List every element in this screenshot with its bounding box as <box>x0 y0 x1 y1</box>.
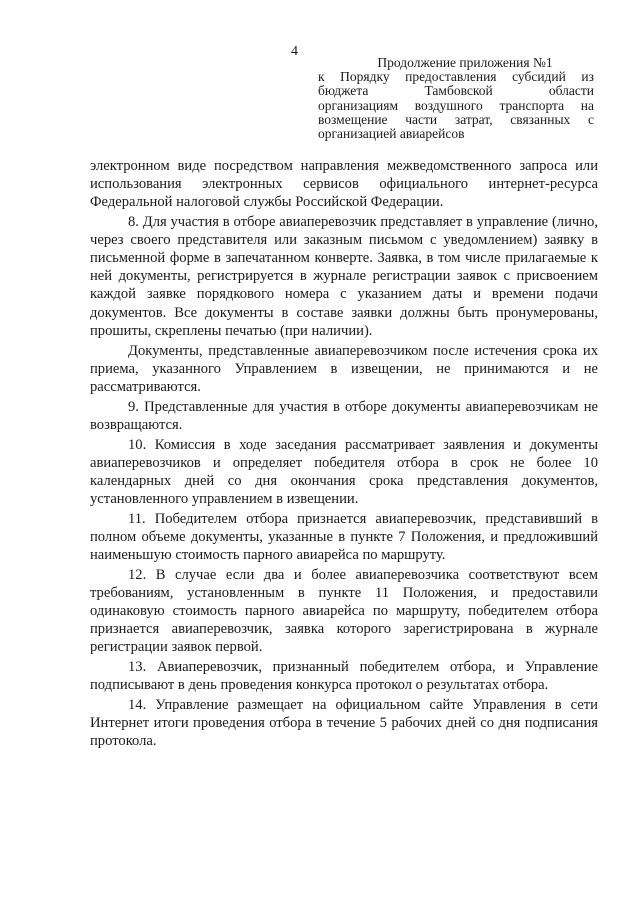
document-body <box>90 157 598 752</box>
appendix-line: возмещение части затрат, связанных с <box>318 111 594 127</box>
appendix-header <box>318 56 594 141</box>
paragraph-continuation: электронном виде посредством направления межведомственного запроса или использования электронных сервисов официального интернет-ресурса Федеральной налоговой службы Российской Федерации. <box>90 158 598 211</box>
appendix-line: организацией авиарейсов <box>318 126 465 142</box>
paragraph-late-documents: Документы, представленные авиаперевозчиком после истечения срока их приема, указанного Управлением в извещении, не принимаются и не рассматриваются. <box>90 342 598 395</box>
page-number: 4 <box>291 44 298 59</box>
paragraph-item-8: 8. Для участия в отборе авиаперевозчик представляет в управление (лично, через своего представителя или заказным письмом с уведомлением) заявку в письменной форме в запечатанном конверте. Заявка, в том числе прилагаемые к ней документы, регистрируется в журнале регистрации заявок с присвоением каждой заявке порядкового номера с указанием даты и времени подачи документов. Все документы в составе заявки должны быть пронумерованы, прошиты, скреплены печатью (при наличии). <box>90 214 598 339</box>
paragraph-item-11: 11. Победителем отбора признается авиаперевозчик, представивший в полном объеме документы, указанные в пункте 7 Положения, и предложивший наименьшую стоимость парного авиарейса по маршруту. <box>90 510 598 563</box>
paragraph-item-14: 14. Управление размещает на официальном сайте Управления в сети Интернет итоги проведения отбора в течение 5 рабочих дней со дня подписания протокола. <box>90 697 598 750</box>
appendix-line: организациям воздушного транспорта на <box>318 97 594 113</box>
paragraph-item-9: 9. Представленные для участия в отборе документы авиаперевозчикам не возвращаются. <box>90 398 598 433</box>
appendix-line: бюджета Тамбовской области <box>318 83 594 99</box>
paragraph-item-13: 13. Авиаперевозчик, признанный победителем отбора, и Управление подписывают в день проведения конкурса протокол о результатах отбора. <box>90 659 598 694</box>
paragraph-item-10: 10. Комиссия в ходе заседания рассматривает заявления и документы авиаперевозчиков и определяет победителя отбора в срок не более 10 календарных дней со дня окончания срока представления документов, установленного управлением в извещении. <box>90 436 598 507</box>
appendix-line: к Порядку предоставления субсидий из <box>318 69 594 85</box>
appendix-title: Продолжение приложения №1 <box>377 55 553 70</box>
paragraph-item-12: 12. В случае если два и более авиаперевозчика соответствуют всем требованиям, установленным в пункте 11 Положения, и предоставили одинаковую стоимость парного авиарейса по маршруту, победителем отбора признается авиаперевозчик, заявка которого зарегистрирована в журнале регистрации заявок первой. <box>90 566 598 656</box>
